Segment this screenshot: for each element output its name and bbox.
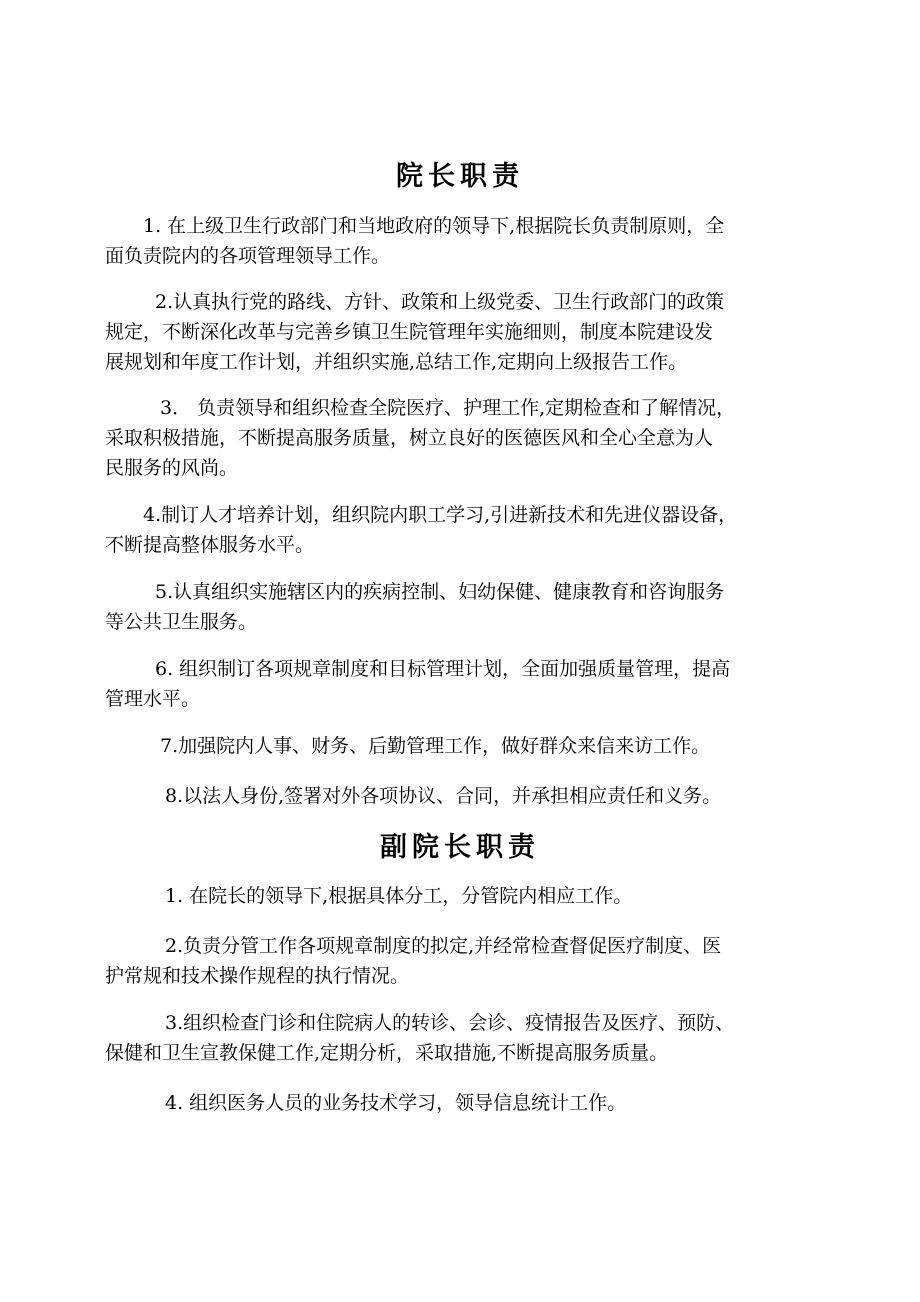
item-6-line-1: 6. 组织制订各项规章制度和目标管理计划，全面加强质量管理，提高 xyxy=(155,658,731,680)
vice-item-3-line-1: 3.组织检查门诊和住院病人的转诊、会诊、疫情报告及医疗、预防、 xyxy=(165,1012,735,1034)
item-4-line-1: 4.制订人才培养计划，组织院内职工学习,引进新技术和先进仪器设备， xyxy=(143,504,738,526)
item-7-line-1: 7.加强院内人事、财务、后勤管理工作，做好群众来信来访工作。 xyxy=(160,735,711,757)
section-title-vice-director: 副院长职责 xyxy=(380,832,540,863)
item-3-line-3: 民服务的风尚。 xyxy=(105,457,239,479)
item-6-line-2: 管理水平。 xyxy=(105,688,201,710)
vice-item-1-line-1: 1. 在院长的领导下,根据具体分工，分管院内相应工作。 xyxy=(165,885,633,907)
item-1-line-2: 面负责院内的各项管理领导工作。 xyxy=(105,245,391,267)
item-2-line-2: 规定，不断深化改革与完善乡镇卫生院管理年实施细则，制度本院建设发 xyxy=(105,321,714,343)
item-5-line-1: 5.认真组织实施辖区内的疾病控制、妇幼保健、健康教育和咨询服务 xyxy=(155,581,725,603)
item-5-line-2: 等公共卫生服务。 xyxy=(105,611,258,633)
vice-item-2-line-1: 2.负责分管工作各项规章制度的拟定,并经常检查督促医疗制度、医 xyxy=(165,935,722,957)
item-2-line-3: 展规划和年度工作计划，并组织实施,总结工作,定期向上级报告工作。 xyxy=(105,351,688,373)
item-3-line-1: 3． 负责领导和组织检查全院医疗、护理工作,定期检查和了解情况， xyxy=(160,397,736,419)
vice-item-2-line-2: 护常规和技术操作规程的执行情况。 xyxy=(105,965,410,987)
item-4-line-2: 不断提高整体服务水平。 xyxy=(105,534,315,556)
item-1-line-1: 1. 在上级卫生行政部门和当地政府的领导下,根据院长负责制原则，全 xyxy=(143,215,725,237)
vice-item-4-line-1: 4. 组织医务人员的业务技术学习，领导信息统计工作。 xyxy=(165,1092,627,1114)
vice-item-3-line-2: 保健和卫生宣教保健工作,定期分析，采取措施,不断提高服务质量。 xyxy=(105,1042,669,1064)
item-3-line-2: 采取积极措施，不断提高服务质量，树立良好的医德医风和全心全意为人 xyxy=(105,427,714,449)
item-8-line-1: 8.以法人身份,签署对外各项协议、合同，并承担相应责任和义务。 xyxy=(165,785,722,807)
section-title-director: 院长职责 xyxy=(396,161,524,192)
item-2-line-1: 2.认真执行党的路线、方针、政策和上级党委、卫生行政部门的政策 xyxy=(155,291,725,313)
